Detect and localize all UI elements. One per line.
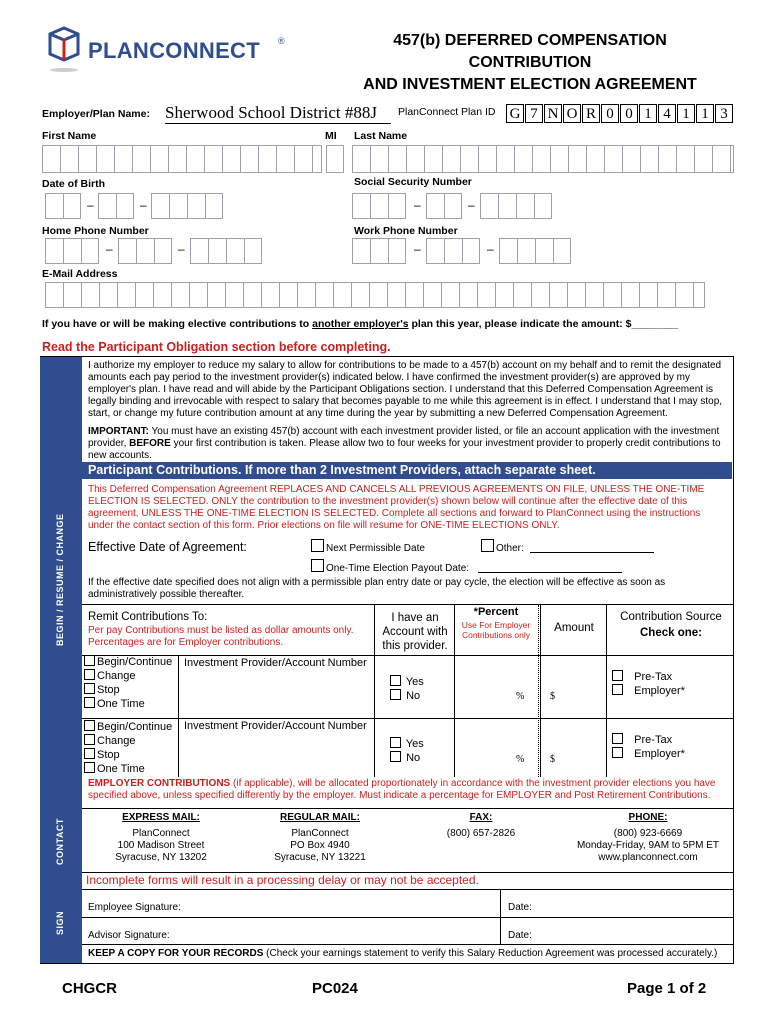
form-title xyxy=(330,30,730,96)
change-label: Change xyxy=(97,735,136,747)
percent-note: Use For Employer Contributions only xyxy=(461,620,531,640)
home-phone-separator: – xyxy=(178,242,185,256)
employer-label: Employer* xyxy=(634,748,685,760)
ssn-group-field[interactable] xyxy=(426,193,462,219)
regular-mail-block xyxy=(245,812,395,864)
ssn-separator: – xyxy=(468,198,475,212)
phone-label: PHONE: xyxy=(628,812,668,823)
stop-label: Stop xyxy=(97,749,120,761)
express-mail-label: EXPRESS MAIL: xyxy=(122,812,200,823)
obligation-heading: Read the Participant Obligation section before completing. xyxy=(42,340,391,354)
express-mail-line: PlanConnect xyxy=(132,828,190,839)
remit-note: Per pay Contributions must be listed as dollar amounts only. Percentages are for Employer contributions. xyxy=(88,625,354,648)
employee-signature-field[interactable] xyxy=(184,892,498,916)
one-time-election-option[interactable] xyxy=(84,697,172,711)
source-options-row2 xyxy=(612,733,685,761)
express-mail-line: Syracuse, NY 13202 xyxy=(115,852,207,863)
employer-option[interactable] xyxy=(612,684,685,698)
begin-continue-option[interactable] xyxy=(84,720,172,734)
dob-year-field[interactable] xyxy=(151,193,223,219)
pretax-checkbox[interactable] xyxy=(612,733,623,744)
sidebar-begin-resume-change xyxy=(40,356,82,808)
advisor-date-field[interactable] xyxy=(538,919,728,943)
replaces-notice: This Deferred Compensation Agreement REPLACES AND CANCELS ALL PREVIOUS AGREEMENTS ON FILE, UNLESS THE ONE-TIME ELECTION IS SELECTED. ONLY the contribution to the investment provider(s) shown below will continue after the effective date of this agreement, UNLESS THE ONE-TIME ELECTION IS SELECTED. Complete all sections and forward to PlanConnect using the instructions under the contact section of this form. Prior elections on file will resume for ONE-TIME ELECTIONS ONLY. xyxy=(88,484,705,531)
account-no-checkbox[interactable] xyxy=(390,751,401,762)
one-time-election-label: One Time xyxy=(97,698,145,710)
form-title-line2: AND INVESTMENT ELECTION AGREEMENT xyxy=(363,76,697,93)
home-phone-separator: – xyxy=(106,242,113,256)
account-yes-option[interactable] xyxy=(390,737,424,751)
plan-id-char: G xyxy=(506,104,524,123)
fax-block xyxy=(406,812,556,840)
account-no-label: No xyxy=(406,690,421,702)
next-permissible-label: Next Permissible Date xyxy=(326,543,425,554)
ssn-area-field[interactable] xyxy=(352,193,406,219)
employer-contributions-label: EMPLOYER CONTRIBUTIONS xyxy=(88,778,231,789)
pretax-label: Pre-Tax xyxy=(634,671,673,683)
website-link[interactable]: www.planconnect.com xyxy=(598,852,698,863)
stop-checkbox[interactable] xyxy=(84,683,95,694)
employer-contributions-text: (if applicable), will be allocated proportionately in accordance with the investment provider elections you have specified above, unless specified differently by the employer. Must indicate a percentage for EMPLOYER and Post Retirement Contributions. xyxy=(88,778,716,801)
other-employer-question xyxy=(42,318,678,330)
plan-id-char: 1 xyxy=(639,104,657,123)
remit-header: Remit Contributions To: xyxy=(88,611,208,623)
begin-continue-checkbox[interactable] xyxy=(84,655,95,666)
dob-separator: – xyxy=(140,198,147,212)
regular-mail-line: PlanConnect xyxy=(291,828,349,839)
amount-field[interactable] xyxy=(560,734,604,774)
dollar-sign: $ xyxy=(550,691,555,702)
ssn-serial-field[interactable] xyxy=(480,193,552,219)
employer-label: Employer* xyxy=(634,685,685,697)
last-name-label: Last Name xyxy=(354,130,408,142)
employer-checkbox[interactable] xyxy=(612,684,623,695)
change-option[interactable] xyxy=(84,734,172,748)
important-label: IMPORTANT: xyxy=(88,426,149,437)
work-phone-prefix-field[interactable] xyxy=(426,238,480,264)
percent-sign: % xyxy=(516,754,525,765)
dollar-sign: $ xyxy=(550,754,555,765)
percent-field[interactable] xyxy=(460,734,514,774)
work-phone-separator: – xyxy=(487,242,494,256)
check-one-header: Check one: xyxy=(640,627,702,639)
plan-id-label: PlanConnect Plan ID xyxy=(398,106,496,118)
regular-mail-line: PO Box 4940 xyxy=(290,840,350,851)
other-date-option[interactable] xyxy=(481,539,524,554)
work-phone-area-field[interactable] xyxy=(352,238,406,264)
keep-copy-text: (Check your earnings statement to verify this Salary Reduction Agreement was processed accurately.) xyxy=(263,948,718,959)
home-phone-line-field[interactable] xyxy=(190,238,262,264)
account-no-option[interactable] xyxy=(390,751,424,765)
begin-continue-label: Begin/Continue xyxy=(97,656,173,668)
change-checkbox[interactable] xyxy=(84,669,95,680)
amount-field[interactable] xyxy=(560,672,604,712)
percent-sign: % xyxy=(516,691,525,702)
sidebar-label-begin: BEGIN / RESUME / CHANGE xyxy=(55,513,65,646)
one-time-election-option[interactable] xyxy=(84,762,172,776)
employer-contributions-note xyxy=(88,778,728,802)
sidebar-label-sign: SIGN xyxy=(55,910,65,935)
phone-block xyxy=(566,812,730,864)
plan-id-char: 4 xyxy=(658,104,676,123)
next-permissible-checkbox[interactable] xyxy=(311,539,324,552)
advisor-signature-field[interactable] xyxy=(176,919,498,943)
change-option[interactable] xyxy=(84,669,172,683)
account-yes-checkbox[interactable] xyxy=(390,737,401,748)
mi-label: MI xyxy=(325,130,337,142)
important-text-2: your first contribution is taken. Please allow two to four weeks for your investment provider to properly credit contributions to new accounts. xyxy=(88,438,721,461)
advisor-signature-label: Advisor Signature: xyxy=(88,930,170,941)
election-options-row1 xyxy=(84,655,172,711)
amount-header: Amount xyxy=(554,622,594,634)
provider-account-label: Investment Provider/Account Number xyxy=(184,720,367,732)
email-label: E-Mail Address xyxy=(42,268,118,280)
plan-id-char: 0 xyxy=(601,104,619,123)
footer-form-code: CHGCR xyxy=(62,980,117,997)
fax-number: (800) 657-2826 xyxy=(446,828,516,839)
email-field[interactable] xyxy=(45,282,705,308)
account-yes-label: Yes xyxy=(405,676,424,688)
other-employer-underlined: another employer's xyxy=(312,318,409,330)
account-yes-label: Yes xyxy=(405,738,424,750)
begin-continue-checkbox[interactable] xyxy=(84,720,95,731)
one-time-label: One-Time Election Payout Date: xyxy=(326,563,470,574)
work-phone-label: Work Phone Number xyxy=(354,225,458,237)
keep-copy-label: KEEP A COPY FOR YOUR RECORDS xyxy=(88,948,264,959)
stop-checkbox[interactable] xyxy=(84,748,95,759)
ssn-separator: – xyxy=(414,198,421,212)
account-yes-no-row1 xyxy=(390,675,424,703)
sidebar-label-contact: CONTACT xyxy=(55,818,65,865)
ssn-label: Social Security Number xyxy=(354,176,472,188)
begin-continue-label: Begin/Continue xyxy=(97,721,173,733)
home-phone-area-field[interactable] xyxy=(45,238,99,264)
other-date-field[interactable] xyxy=(530,552,654,553)
fax-label: FAX: xyxy=(469,812,493,823)
account-no-checkbox[interactable] xyxy=(390,689,401,700)
other-date-checkbox[interactable] xyxy=(481,539,494,552)
stop-label: Stop xyxy=(97,684,120,696)
begin-continue-option[interactable] xyxy=(84,655,172,669)
express-mail-block xyxy=(86,812,236,864)
logo xyxy=(42,26,292,82)
plan-id-char: 7 xyxy=(525,104,543,123)
change-label: Change xyxy=(97,670,136,682)
account-yes-no-row2 xyxy=(390,737,424,765)
one-time-election-label: One Time xyxy=(97,763,145,775)
percent-field[interactable] xyxy=(460,672,514,712)
employer-plan-label: Employer/Plan Name: xyxy=(42,108,150,120)
source-header: Contribution Source xyxy=(620,611,722,623)
first-name-field[interactable] xyxy=(42,145,322,173)
registered-mark: ® xyxy=(278,36,285,46)
footer-doc-number: PC024 xyxy=(312,980,358,997)
employer-checkbox[interactable] xyxy=(612,747,623,758)
one-time-checkbox[interactable] xyxy=(311,559,324,572)
regular-mail-label: REGULAR MAIL: xyxy=(280,812,360,823)
change-checkbox[interactable] xyxy=(84,734,95,745)
stop-option[interactable] xyxy=(84,748,172,762)
pretax-option[interactable] xyxy=(612,670,685,684)
important-paragraph xyxy=(88,426,728,462)
authorize-paragraph: I authorize my employer to reduce my salary to allow for contributions to be made to a 457(b) account on my behalf and to remit the designated amounts each pay period to the investment provider(s) indicated below. I have confirmed the investment provider(s) are approved by my employer's plan. I have read and will abide by the Participant Obligations section. I understand that this Deferred Compensation Agreement is legally binding and irrevocable with respect to salary that becomes payable to me while this agreement is in effect. I understand that I may stop, start, or change my future contribution amount at any time during the year by submitting a new Deferred Compensation Agreement. xyxy=(88,360,723,419)
participant-contributions-band: Participant Contributions. If more than 2 Investment Providers, attach separate sheet. xyxy=(82,462,732,479)
employer-plan-name-field[interactable]: Sherwood School District #88J xyxy=(165,103,391,124)
cube-logo-icon xyxy=(42,26,82,76)
account-no-option[interactable] xyxy=(390,689,424,703)
advisor-date-label: Date: xyxy=(508,930,532,941)
important-text-1: You must have an existing 457(b) account with each investment provider listed, or file an account application with the investment provider, xyxy=(88,426,720,449)
provider-account-field[interactable] xyxy=(182,672,372,712)
effective-date-note: If the effective date specified does not align with a permissible plan entry date or pay cycle, the election will be effective as soon as administratively possible thereafter. xyxy=(88,577,666,600)
pretax-option[interactable] xyxy=(612,733,685,747)
sidebar-sign xyxy=(40,873,82,963)
phone-hours: Monday-Friday, 9AM to 5PM ET xyxy=(576,840,720,851)
logo-text: PLANCONNECT xyxy=(88,38,260,63)
one-time-election-checkbox[interactable] xyxy=(84,697,95,708)
regular-mail-line: Syracuse, NY 13221 xyxy=(274,852,366,863)
pretax-label: Pre-Tax xyxy=(634,734,673,746)
home-phone-prefix-field[interactable] xyxy=(118,238,172,264)
plan-id-char: 1 xyxy=(677,104,695,123)
work-phone-separator: – xyxy=(414,242,421,256)
dob-day-field[interactable] xyxy=(98,193,134,219)
plan-id-char: 0 xyxy=(620,104,638,123)
account-yes-option[interactable] xyxy=(390,675,424,689)
other-date-label: Other: xyxy=(496,543,524,554)
next-permissible-option[interactable] xyxy=(311,539,425,554)
last-name-field[interactable] xyxy=(352,145,734,173)
source-options-row1 xyxy=(612,670,685,698)
provider-account-label: Investment Provider/Account Number xyxy=(184,657,367,669)
phone-number: (800) 923-6669 xyxy=(613,828,683,839)
percent-header: *Percent xyxy=(473,606,519,618)
provider-account-field[interactable] xyxy=(182,734,372,774)
sidebar-contact xyxy=(40,808,82,873)
one-time-date-field[interactable] xyxy=(478,572,622,573)
form-title-line1: 457(b) DEFERRED COMPENSATION CONTRIBUTION xyxy=(393,32,667,71)
first-name-label: First Name xyxy=(42,130,97,142)
one-time-option[interactable] xyxy=(311,559,469,574)
pretax-checkbox[interactable] xyxy=(612,670,623,681)
important-before: BEFORE xyxy=(129,438,171,449)
dob-label: Date of Birth xyxy=(42,178,105,190)
have-account-header: I have an Account with this provider. xyxy=(382,612,448,652)
plan-id-char: N xyxy=(544,104,562,123)
stop-option[interactable] xyxy=(84,683,172,697)
employee-signature-label: Employee Signature: xyxy=(88,902,181,913)
footer-page-number: Page 1 of 2 xyxy=(627,980,707,997)
plan-id-char: 3 xyxy=(715,104,733,123)
dob-separator: – xyxy=(87,198,94,212)
one-time-election-checkbox[interactable] xyxy=(84,762,95,773)
account-yes-checkbox[interactable] xyxy=(390,675,401,686)
work-phone-line-field[interactable] xyxy=(499,238,571,264)
dob-month-field[interactable] xyxy=(45,193,81,219)
mi-field[interactable] xyxy=(326,145,344,173)
other-employer-prefix: If you have or will be making elective contributions to xyxy=(42,318,313,330)
plan-id-char: R xyxy=(582,104,600,123)
employer-option[interactable] xyxy=(612,747,685,761)
effective-date-label: Effective Date of Agreement: xyxy=(88,540,247,554)
employee-date-field[interactable] xyxy=(538,892,728,916)
express-mail-line: 100 Madison Street xyxy=(117,840,205,851)
account-no-label: No xyxy=(406,752,421,764)
keep-copy-note xyxy=(88,948,717,959)
plan-id-char: 1 xyxy=(696,104,714,123)
plan-id-char: O xyxy=(563,104,581,123)
election-options-row2 xyxy=(84,720,172,776)
other-employer-suffix: plan this year, please indicate the amount: $________ xyxy=(408,318,679,330)
employee-date-label: Date: xyxy=(508,902,532,913)
incomplete-notice: Incomplete forms will result in a processing delay or may not be accepted. xyxy=(86,873,479,887)
home-phone-label: Home Phone Number xyxy=(42,225,149,237)
